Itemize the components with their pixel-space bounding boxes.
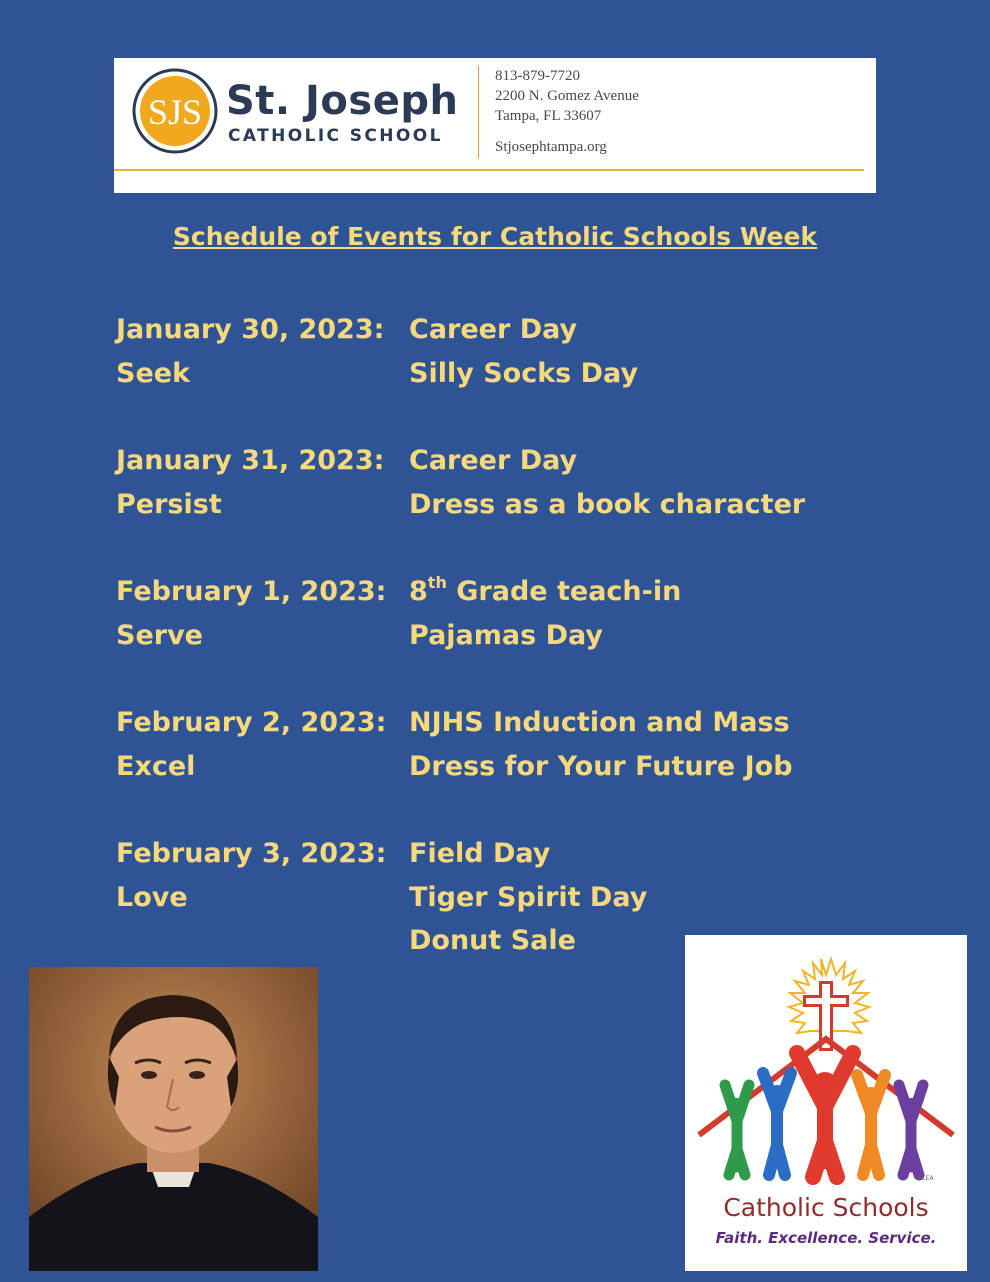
portrait-illustration bbox=[29, 967, 318, 1271]
event-jan-30 bbox=[116, 308, 876, 395]
catholic-schools-emblem bbox=[685, 935, 967, 1185]
event-date: January 30, 2023: bbox=[116, 314, 385, 345]
event-date: January 31, 2023: bbox=[116, 445, 385, 476]
address-line-2: Tampa, FL 33607 bbox=[495, 108, 602, 124]
event-theme: Persist bbox=[116, 488, 222, 520]
people-icon bbox=[725, 1053, 923, 1177]
school-subtitle: CATHOLIC SCHOOL bbox=[228, 126, 443, 146]
event-item: Field Day bbox=[409, 838, 551, 869]
event-feb-1 bbox=[116, 570, 876, 657]
logo-tagline: Faith. Excellence. Service. bbox=[715, 1229, 937, 1247]
school-seal-logo bbox=[132, 68, 218, 154]
event-theme: Serve bbox=[116, 619, 203, 651]
saint-portrait bbox=[29, 967, 318, 1271]
event-item: Donut Sale bbox=[409, 925, 576, 956]
logo-mark-text: NCEA bbox=[917, 1175, 934, 1182]
event-item: Career Day bbox=[409, 314, 578, 345]
svg-text:SJS: SJS bbox=[147, 92, 203, 132]
event-item bbox=[409, 570, 681, 614]
website-link[interactable]: Stjosephtampa.org bbox=[495, 139, 607, 155]
event-item: Career Day bbox=[409, 445, 578, 476]
event-jan-31 bbox=[116, 439, 876, 526]
catholic-schools-logo bbox=[685, 935, 967, 1271]
school-letterhead bbox=[114, 58, 876, 193]
logo-name: Catholic Schools bbox=[723, 1193, 929, 1222]
grade-number: 8 bbox=[409, 576, 428, 607]
page-title: Schedule of Events for Catholic Schools Week bbox=[172, 222, 818, 251]
event-theme: Seek bbox=[116, 357, 191, 389]
header-gold-rule bbox=[114, 169, 864, 171]
ordinal-suffix: th bbox=[427, 573, 447, 592]
header-divider bbox=[478, 66, 479, 158]
school-name: St. Joseph bbox=[226, 78, 459, 124]
phone-number: 813-879-7720 bbox=[495, 68, 580, 84]
event-theme: Love bbox=[116, 881, 188, 913]
event-feb-2 bbox=[116, 701, 876, 788]
event-item: Tiger Spirit Day bbox=[409, 881, 648, 913]
event-item: NJHS Induction and Mass bbox=[409, 707, 790, 738]
event-item: Pajamas Day bbox=[409, 619, 603, 651]
event-date: February 1, 2023: bbox=[116, 576, 387, 607]
event-date: February 3, 2023: bbox=[116, 838, 387, 869]
event-item: Dress as a book character bbox=[409, 488, 806, 520]
event-item: Silly Socks Day bbox=[409, 357, 639, 389]
event-item-text: Grade teach-in bbox=[446, 576, 682, 607]
event-date: February 2, 2023: bbox=[116, 707, 387, 738]
event-theme: Excel bbox=[116, 750, 196, 782]
events-list bbox=[116, 308, 876, 1007]
event-item: Dress for Your Future Job bbox=[409, 750, 793, 782]
address-line-1: 2200 N. Gomez Avenue bbox=[495, 88, 639, 104]
contact-block bbox=[495, 66, 639, 157]
